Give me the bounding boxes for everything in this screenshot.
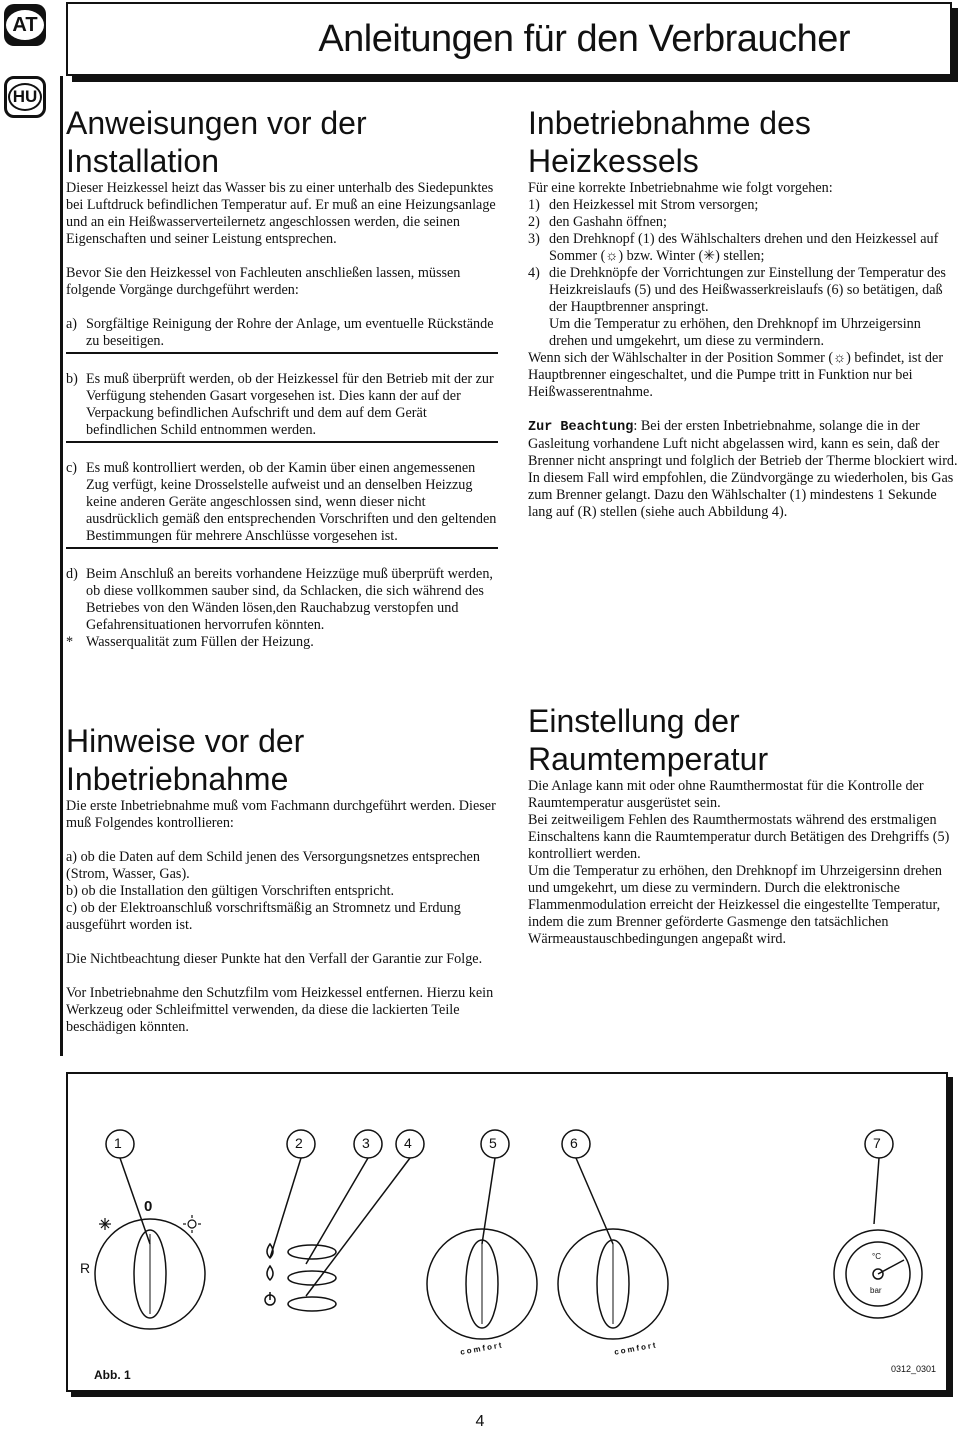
step-4-more: Um die Temperatur zu erhöhen, den Drehknopf im Uhrzeigersinn drehen und umgekehrt, um diese zu vermindern. — [549, 316, 921, 349]
item-text: Wasserqualität zum Füllen der Heizung. — [86, 634, 314, 650]
control-panel-figure — [66, 1072, 948, 1392]
raum-p1: Die Anlage kann mit oder ohne Raumthermostat für die Kontrolle der Raumtemperatur ausgerüstet sein. — [528, 778, 924, 811]
install-item-b — [66, 371, 498, 443]
callout-1: 1 — [114, 1135, 122, 1151]
item-label: * — [66, 634, 74, 650]
step-1 — [528, 197, 960, 214]
heating-knob-comfort: comfort — [459, 1340, 505, 1357]
item-label: b) — [66, 371, 78, 387]
install-item-c — [66, 460, 498, 549]
section-inbetriebnahme — [528, 104, 960, 521]
callout-5: 5 — [489, 1135, 497, 1151]
hinweise-a: a) ob die Daten auf dem Schild jenen des Versorgungsnetzes entsprechen (Strom, Wasser, Gas). — [66, 849, 480, 882]
step-label: 4) — [528, 265, 540, 281]
hinweise-heading: Hinweise vor der Inbetriebnahme — [66, 723, 305, 797]
flame-icon — [267, 1266, 273, 1280]
selector-reset-label: R — [80, 1260, 91, 1276]
callout-2: 2 — [295, 1135, 303, 1151]
hinweise-warranty: Die Nichtbeachtung dieser Punkte hat den Verfall der Garantie zur Folge. — [66, 951, 483, 967]
section-raumtemperatur — [528, 702, 960, 948]
gauge-unit-bar: bar — [870, 1286, 882, 1295]
inbetrieb-intro: Für eine korrekte Inbetriebnahme wie folgt vorgehen: — [528, 180, 833, 196]
item-text: Beim Anschluß an bereits vorhandene Heizzüge muß überprüft werden, ob diese vollkommen sauber sind, da Schlacken, die sich während des Betriebes von den Wänden lösen,den Rauchabzug verstopfen und Gefahrensituationen hervorrufen könnten. — [86, 566, 493, 633]
install-intro: Dieser Heizkessel heizt das Wasser bis zu einer unterhalb des Siedepunktes bei Luftdruck befindlichen Temperatur auf. Er muß an eine Heizungsanlage und an ein Heißwasserverteilernetz angeschlossen werden, die seinen Eigenschaften und seiner Leistung entsprechen. — [66, 180, 496, 247]
section-hinweise — [66, 722, 498, 1036]
callout-7: 7 — [873, 1135, 881, 1151]
hinweise-b: b) ob die Installation den gültigen Vorschriften entspricht. — [66, 883, 395, 899]
hotwater-knob-comfort: comfort — [613, 1340, 659, 1357]
margin-rule — [60, 76, 63, 1056]
hinweise-film: Vor Inbetriebnahme den Schutzfilm vom Heizkessel entfernen. Hierzu kein Werkzeug oder Schleifmittel verwenden, da diese die lackierten Teile beschädigen könnten. — [66, 985, 494, 1035]
note-heading: Zur Beachtung — [528, 420, 634, 435]
raum-p2: Bei zeitweiligem Fehlen des Raumthermostats während des erstmaligen Einschaltens kann die Raumtemperatur durch Betätigen des Drehgriffs (5) kontrolliert werden. — [528, 812, 950, 862]
page-header — [66, 2, 952, 76]
step-label: 2) — [528, 214, 540, 230]
lang-badge-at — [4, 4, 46, 46]
install-before: Bevor Sie den Heizkessel von Fachleuten anschließen lassen, müssen folgende Vorgänge durchgeführt werden: — [66, 265, 461, 298]
item-text: Es muß überprüft werden, ob der Heizkessel für den Betrieb mit der zur Verfügung stehenden Gasart vorgesehen ist. Dies kann der auf der Verpackung befindlichen Aufschrift und dem auf dem Gerät befindlichen Schild entnommen werden. — [86, 371, 494, 438]
hinweise-intro: Die erste Inbetriebnahme muß vom Fachmann durchgeführt werden. Dieser muß Folgendes kontrollieren: — [66, 798, 496, 831]
page-number: 4 — [475, 1413, 485, 1430]
step-label: 3) — [528, 231, 540, 247]
lang-badge-at-label: AT — [6, 10, 44, 40]
item-label: c) — [66, 460, 78, 476]
raum-heading: Einstellung der Raumtemperatur — [528, 703, 769, 777]
install-item-star — [66, 634, 498, 651]
callout-3: 3 — [362, 1135, 370, 1151]
note-text: : Bei der ersten Inbetriebnahme, solange die in der Gasleitung vorhandene Luft nicht abgelassen wird, kann es sein, daß der Brenner nicht anspringt und folglich der Betrieb der Therme blockiert wird. — [528, 418, 958, 469]
item-label: d) — [66, 566, 78, 582]
inbetrieb-heading: Inbetriebnahme des Heizkessels — [528, 105, 811, 179]
step-text: den Drehknopf (1) des Wählschalters drehen und den Heizkessel auf Sommer (☼) bzw. Winter (✳) stellen; — [549, 231, 939, 264]
item-text: Es muß kontrolliert werden, ob der Kamin über einen angemessenen Zug verfügt, keine Drosselstelle aufweist und an denselben Heizzug keine anderen Geräte angeschlossen sind, wenn dieser nicht ausdrücklich gemäß den entsprechenden Vorschriften und den geltenden Bestimmungen für mehrere Anschlüsse vorgesehen ist. — [86, 460, 497, 544]
figure-label: Abb. 1 — [94, 1368, 131, 1382]
selector-zero-label: 0 — [144, 1198, 153, 1215]
callout-4: 4 — [404, 1135, 412, 1151]
step-text: den Heizkessel mit Strom versorgen; — [549, 197, 759, 213]
hinweise-c: c) ob der Elektroanschluß vorschriftsmäßig an Stromnetz und Erdung ausgeführt worden ist. — [66, 900, 461, 933]
section-install — [66, 104, 498, 651]
step-text: den Gashahn öffnen; — [549, 214, 667, 230]
sun-icon — [188, 1220, 196, 1228]
figure-code: 0312_0301 — [890, 1364, 936, 1374]
step-3 — [528, 231, 960, 265]
step-2 — [528, 214, 960, 231]
lang-badge-hu — [4, 76, 46, 118]
inbetrieb-note — [528, 418, 960, 470]
install-item-d — [66, 566, 498, 634]
install-item-a — [66, 316, 498, 354]
install-heading: Anweisungen vor der Installation — [66, 105, 367, 179]
control-panel-drawing — [68, 1074, 950, 1394]
item-label: a) — [66, 316, 78, 332]
step-label: 1) — [528, 197, 540, 213]
item-text: Sorgfältige Reinigung der Rohre der Anlage, um eventuelle Rückstände zu beseitigen. — [86, 316, 494, 349]
inbetrieb-note2: In diesem Fall wird empfohlen, die Zündvorgänge zu wiederholen, bis Gas zum Brenner gelangt. Dazu den Wählschalter (1) mindestens 1 Sekunde lang auf (R) stellen (siehe auch Abbildung 4). — [528, 470, 954, 520]
lang-badge-hu-label: HU — [8, 83, 42, 111]
callout-6: 6 — [570, 1135, 578, 1151]
page-title: Anleitungen für den Verbraucher — [318, 17, 850, 60]
gauge-unit-c: °C — [872, 1252, 881, 1261]
raum-p3: Um die Temperatur zu erhöhen, den Drehknopf im Uhrzeigersinn drehen und umgekehrt, um diese zu vermindern. Durch die elektronische Flammenmodulation erreicht der Heizkessel die eingestellte Temperatur, indem die zum Brenner geförderte Gasmenge den tatsächlichen Wärmeaustauschbedingungen angepaßt wird. — [528, 863, 942, 947]
inbetrieb-summer: Wenn sich der Wählschalter in der Position Sommer (☼) befindet, ist der Hauptbrenner eingeschaltet, und die Pumpe tritt in Funktion nur bei Heißwasserentnahme. — [528, 350, 944, 400]
step-4 — [528, 265, 960, 350]
step-text: die Drehknöpfe der Vorrichtungen zur Einstellung der Temperatur des Heizkreislaufs (5) und des Heißwasserkreislaufs (6) so betätigen, daß der Hauptbrenner anspringt. — [549, 265, 946, 315]
